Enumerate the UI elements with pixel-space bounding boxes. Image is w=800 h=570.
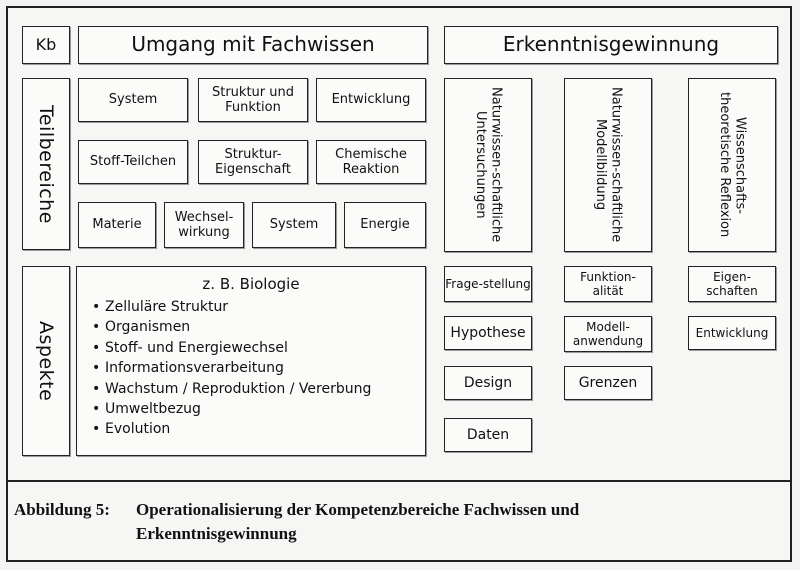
aspekte-example: z. B. Biologie xyxy=(202,275,300,293)
list-item: • Umweltbezug xyxy=(105,399,425,419)
teilbereiche-label xyxy=(22,78,70,250)
fachwissen-struktur-funktion: Struktur und Funktion xyxy=(198,78,308,122)
list-item: • Zelluläre Struktur xyxy=(105,297,425,317)
item-modellanwendung: Modell-anwendung xyxy=(564,316,652,352)
caption-text-2: Erkenntnisgewinnung xyxy=(136,524,297,543)
list-item: • Evolution xyxy=(105,419,425,439)
fachwissen-struktur-eigenschaft: Struktur-Eigenschaft xyxy=(198,140,308,184)
item-design: Design xyxy=(444,366,532,400)
item-funktionalitaet: Funktion-alität xyxy=(564,266,652,302)
fachwissen-system-2: System xyxy=(252,202,336,248)
reflexion-title: Wissenschafts-theoretische Reflexion xyxy=(717,92,748,238)
kb-header: Kb xyxy=(22,26,70,64)
item-entwicklung: Entwicklung xyxy=(688,316,776,350)
list-item: • Informationsverarbeitung xyxy=(105,358,425,378)
list-item: • Stoff- und Energiewechsel xyxy=(105,338,425,358)
aspekte-list xyxy=(77,297,425,440)
fachwissen-wechselwirkung: Wechsel-wirkung xyxy=(164,202,244,248)
reflexion-column xyxy=(688,78,776,252)
teilbereiche-label-text: Teilbereiche xyxy=(35,104,58,224)
item-grenzen: Grenzen xyxy=(564,366,652,400)
caption-label: Abbildung 5: xyxy=(14,500,110,519)
fachwissen-chemische-reaktion: Chemische Reaktion xyxy=(316,140,426,184)
list-item: • Wachstum / Reproduktion / Vererbung xyxy=(105,379,425,399)
fachwissen-entwicklung: Entwicklung xyxy=(316,78,426,122)
caption-line-1 xyxy=(14,498,784,522)
item-hypothese: Hypothese xyxy=(444,316,532,350)
fachwissen-stoff-teilchen: Stoff-Teilchen xyxy=(78,140,188,184)
erkenntnisgewinnung-header: Erkenntnisgewinnung xyxy=(444,26,778,64)
fachwissen-system: System xyxy=(78,78,188,122)
item-eigenschaften: Eigen-schaften xyxy=(688,266,776,302)
fachwissen-header: Umgang mit Fachwissen xyxy=(78,26,428,64)
caption-text-1: Operationalisierung der Kompetenzbereiche Fachwissen und xyxy=(136,500,580,519)
aspekte-label-text: Aspekte xyxy=(35,320,58,402)
aspekte-label xyxy=(22,266,70,456)
fachwissen-materie: Materie xyxy=(78,202,156,248)
untersuchungen-column xyxy=(444,78,532,252)
figure-caption xyxy=(14,498,784,546)
aspekte-box xyxy=(76,266,426,456)
modellbildung-column xyxy=(564,78,652,252)
item-fragestellung: Frage-stellung xyxy=(444,266,532,302)
modellbildung-title: Naturwissen-schaftliche Modellbildung xyxy=(593,87,624,243)
untersuchungen-title: Naturwissen-schaftliche Untersuchungen xyxy=(473,87,504,243)
caption-divider xyxy=(6,480,792,482)
fachwissen-energie: Energie xyxy=(344,202,426,248)
list-item: • Organismen xyxy=(105,317,425,337)
item-daten: Daten xyxy=(444,418,532,452)
